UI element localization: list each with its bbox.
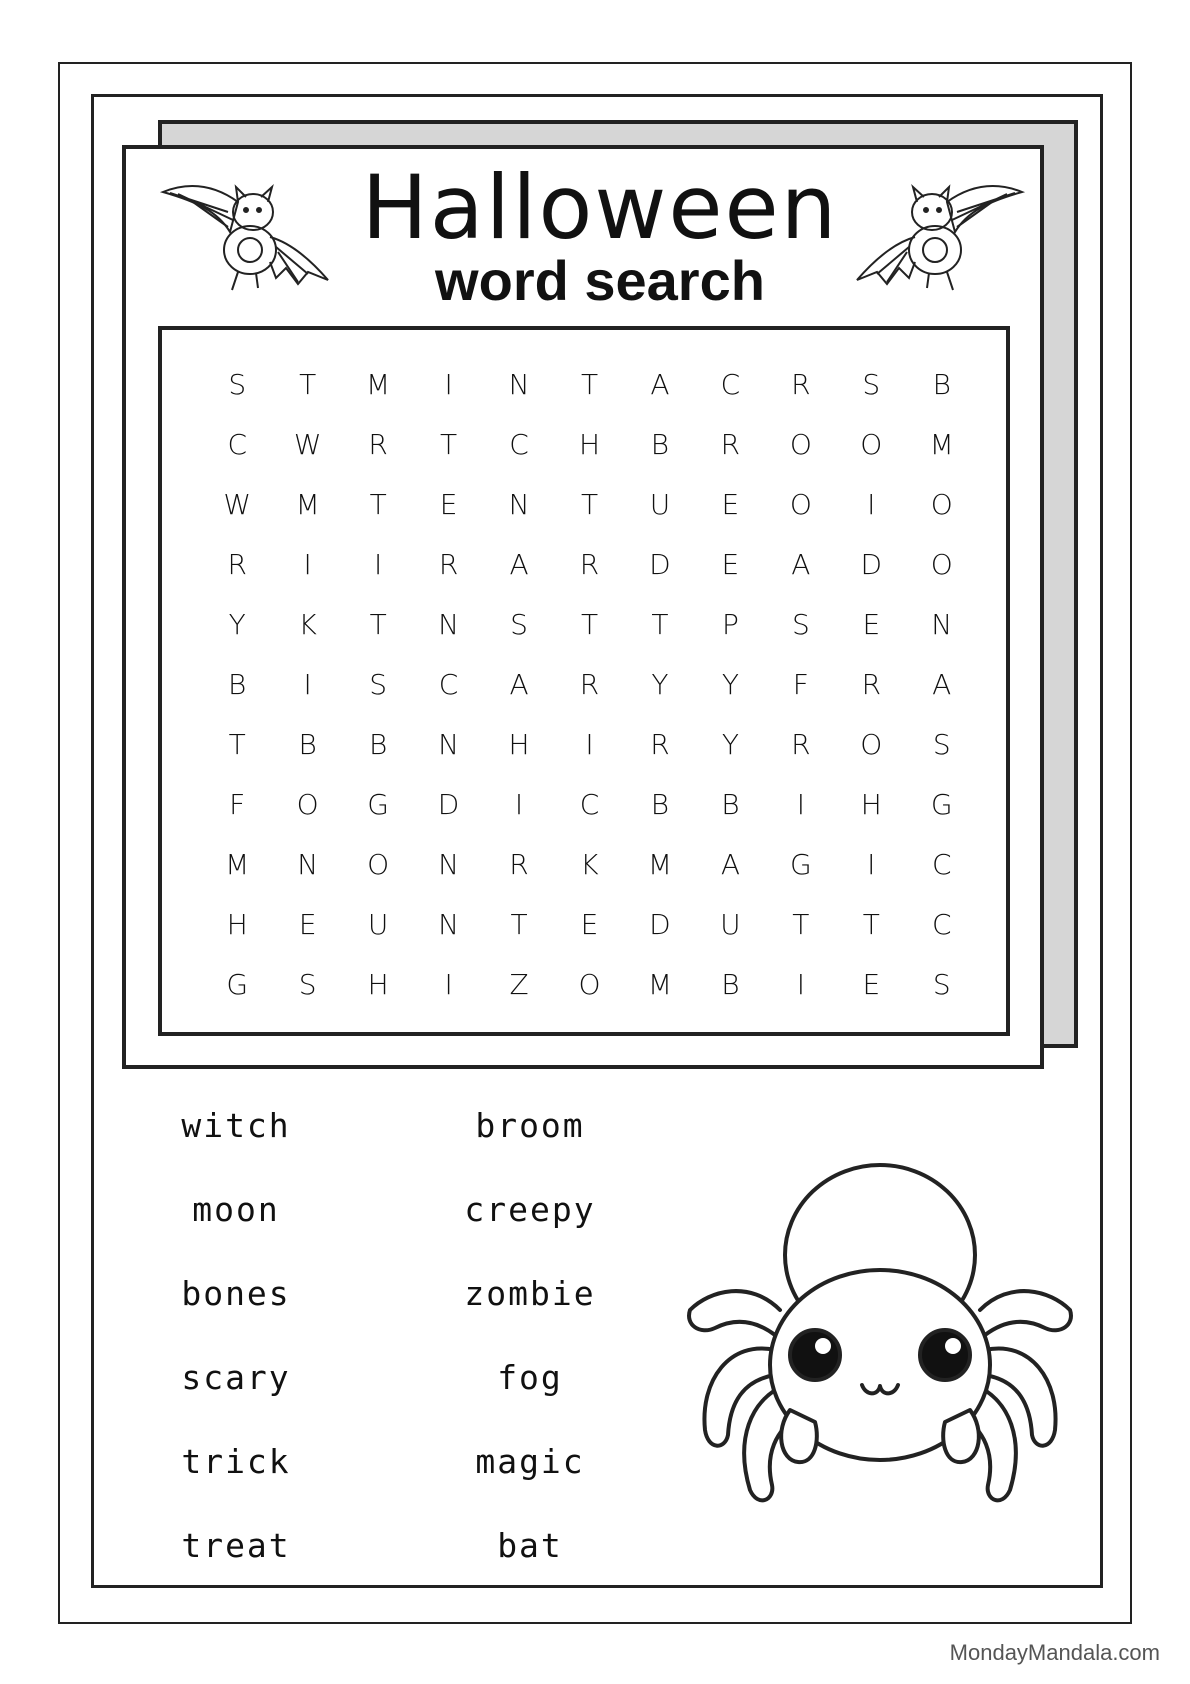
grid-letter: W	[293, 427, 322, 461]
grid-letter: E	[580, 907, 599, 941]
grid-letter: S	[510, 607, 528, 641]
grid-letter: T	[510, 907, 528, 941]
grid-letter: T	[369, 607, 387, 641]
grid-letter: E	[721, 487, 740, 521]
word-list-item: fog	[497, 1358, 563, 1397]
word-list-item: broom	[475, 1106, 585, 1145]
grid-letter: N	[931, 607, 953, 641]
grid-letter: T	[580, 607, 599, 641]
word-list-item: bat	[497, 1526, 563, 1565]
grid-letter: T	[299, 367, 317, 401]
word-list-item: moon	[192, 1190, 280, 1229]
grid-letter: B	[298, 727, 317, 761]
grid-letter: R	[791, 367, 811, 401]
word-list-item: creepy	[464, 1190, 596, 1229]
grid-letter: I	[867, 487, 876, 521]
grid-letter: I	[796, 967, 805, 1001]
grid-letter: N	[508, 367, 530, 401]
grid-letter: I	[303, 547, 312, 581]
word-list-item: magic	[475, 1442, 585, 1481]
grid-letter: F	[229, 787, 246, 821]
grid-letter: C	[438, 667, 459, 701]
grid-letter: H	[367, 967, 389, 1001]
grid-letter: R	[720, 427, 741, 461]
grid-letter: P	[721, 607, 739, 641]
grid-letter: G	[226, 967, 249, 1001]
grid-letter: Y	[651, 667, 669, 701]
grid-letter: C	[720, 367, 741, 401]
grid-letter: M	[929, 427, 954, 461]
grid-letter: I	[585, 727, 594, 761]
grid-letter: G	[930, 787, 953, 821]
grid-letter: I	[444, 367, 453, 401]
grid-letter: E	[862, 607, 881, 641]
word-list-item: bones	[181, 1274, 291, 1313]
grid-letter: U	[720, 907, 741, 941]
grid-letter: G	[367, 787, 389, 821]
grid-letter: A	[509, 667, 529, 701]
grid-letter: N	[508, 487, 530, 521]
grid-letter: S	[228, 367, 247, 401]
grid-letter: M	[295, 487, 320, 521]
grid-letter: I	[444, 967, 453, 1001]
grid-letter: R	[227, 547, 247, 581]
grid-letter: B	[721, 967, 740, 1001]
grid-letter: Y	[721, 727, 739, 761]
footer-brand: MondayMandala.com	[949, 1640, 1160, 1665]
grid-letter: Z	[509, 967, 529, 1001]
grid-letter: H	[860, 787, 882, 821]
grid-letter: C	[931, 907, 952, 941]
word-list-item: scary	[181, 1358, 291, 1397]
grid-letter: R	[509, 847, 529, 881]
grid-letter: E	[298, 907, 317, 941]
grid-letter: O	[930, 487, 953, 521]
word-list-item: treat	[181, 1526, 291, 1565]
grid-letter: B	[932, 367, 951, 401]
grid-letter: D	[860, 547, 883, 581]
grid-letter: T	[440, 427, 458, 461]
grid-letter: T	[862, 907, 880, 941]
grid-letter: D	[649, 907, 671, 941]
grid-letter: M	[647, 967, 673, 1001]
grid-letter: O	[860, 727, 883, 761]
grid-letter: C	[509, 427, 529, 461]
grid-letter: B	[368, 727, 388, 761]
grid-letter: O	[789, 427, 812, 461]
grid-letter: T	[651, 607, 669, 641]
grid-letter: O	[367, 847, 390, 881]
grid-letter: R	[579, 667, 600, 701]
grid-letter: Y	[721, 667, 739, 701]
grid-letter: D	[437, 787, 460, 821]
grid-letter: R	[650, 727, 670, 761]
grid-letter: T	[228, 727, 246, 761]
grid-letter: O	[578, 967, 601, 1001]
grid-letter: R	[791, 727, 811, 761]
grid-letter: S	[298, 967, 317, 1001]
grid-letter: E	[439, 487, 458, 521]
grid-letter: S	[791, 607, 810, 641]
grid-letter: T	[580, 487, 599, 521]
grid-letter: O	[296, 787, 319, 821]
spider-icon	[680, 1160, 1080, 1520]
grid-letter: R	[861, 667, 882, 701]
grid-letter: H	[508, 727, 530, 761]
grid-letter: I	[796, 787, 805, 821]
grid-letter: C	[227, 427, 247, 461]
letter-grid-box	[158, 326, 1010, 1036]
grid-letter: D	[649, 547, 671, 581]
grid-letter: H	[578, 427, 601, 461]
grid-letter: R	[438, 547, 459, 581]
grid-letter: F	[792, 667, 809, 701]
grid-letter: C	[579, 787, 600, 821]
grid-letter: R	[368, 427, 388, 461]
page-title: Halloween	[361, 156, 839, 259]
grid-letter: I	[514, 787, 524, 821]
grid-letter: I	[867, 847, 876, 881]
grid-letter: A	[509, 547, 529, 581]
grid-letter: I	[374, 547, 383, 581]
grid-letter: M	[225, 847, 250, 881]
grid-letter: S	[932, 967, 951, 1001]
grid-letter: S	[932, 727, 951, 761]
grid-letter: A	[650, 367, 670, 401]
word-list-item: trick	[181, 1442, 291, 1481]
grid-letter: U	[649, 487, 671, 521]
grid-letter: E	[862, 967, 881, 1001]
word-list-item: zombie	[464, 1274, 596, 1313]
grid-letter: M	[366, 367, 391, 401]
grid-letter: C	[931, 847, 952, 881]
grid-letter: H	[226, 907, 248, 941]
grid-letter: O	[860, 427, 883, 461]
bat-icon	[158, 172, 333, 297]
grid-letter: B	[721, 787, 740, 821]
grid-letter: K	[580, 847, 599, 881]
grid-letter: N	[438, 847, 460, 881]
word-list-item: witch	[181, 1106, 291, 1145]
grid-letter: A	[791, 547, 811, 581]
grid-letter: T	[580, 367, 599, 401]
grid-letter: E	[721, 547, 740, 581]
grid-letter: O	[789, 487, 812, 521]
letter-grid	[202, 354, 977, 1014]
grid-letter: B	[650, 427, 670, 461]
grid-letter: S	[862, 367, 881, 401]
grid-letter: N	[438, 727, 460, 761]
grid-letter: B	[650, 787, 670, 821]
grid-letter: N	[438, 607, 460, 641]
grid-letter: Y	[228, 607, 246, 641]
grid-letter: A	[720, 847, 740, 881]
grid-letter: O	[930, 547, 953, 581]
grid-letter: T	[369, 487, 387, 521]
grid-letter: N	[438, 907, 460, 941]
grid-letter: K	[298, 607, 317, 641]
grid-letter: G	[790, 847, 812, 881]
grid-letter: W	[223, 487, 252, 521]
grid-letter: M	[647, 847, 673, 881]
grid-letter: U	[367, 907, 389, 941]
grid-letter: T	[792, 907, 810, 941]
grid-letter: B	[228, 667, 247, 701]
grid-letter: N	[297, 847, 319, 881]
grid-letter: I	[303, 667, 312, 701]
page-subtitle: word search	[435, 249, 765, 312]
grid-letter: A	[932, 667, 952, 701]
grid-letter: R	[579, 547, 600, 581]
grid-letter: S	[369, 667, 388, 701]
